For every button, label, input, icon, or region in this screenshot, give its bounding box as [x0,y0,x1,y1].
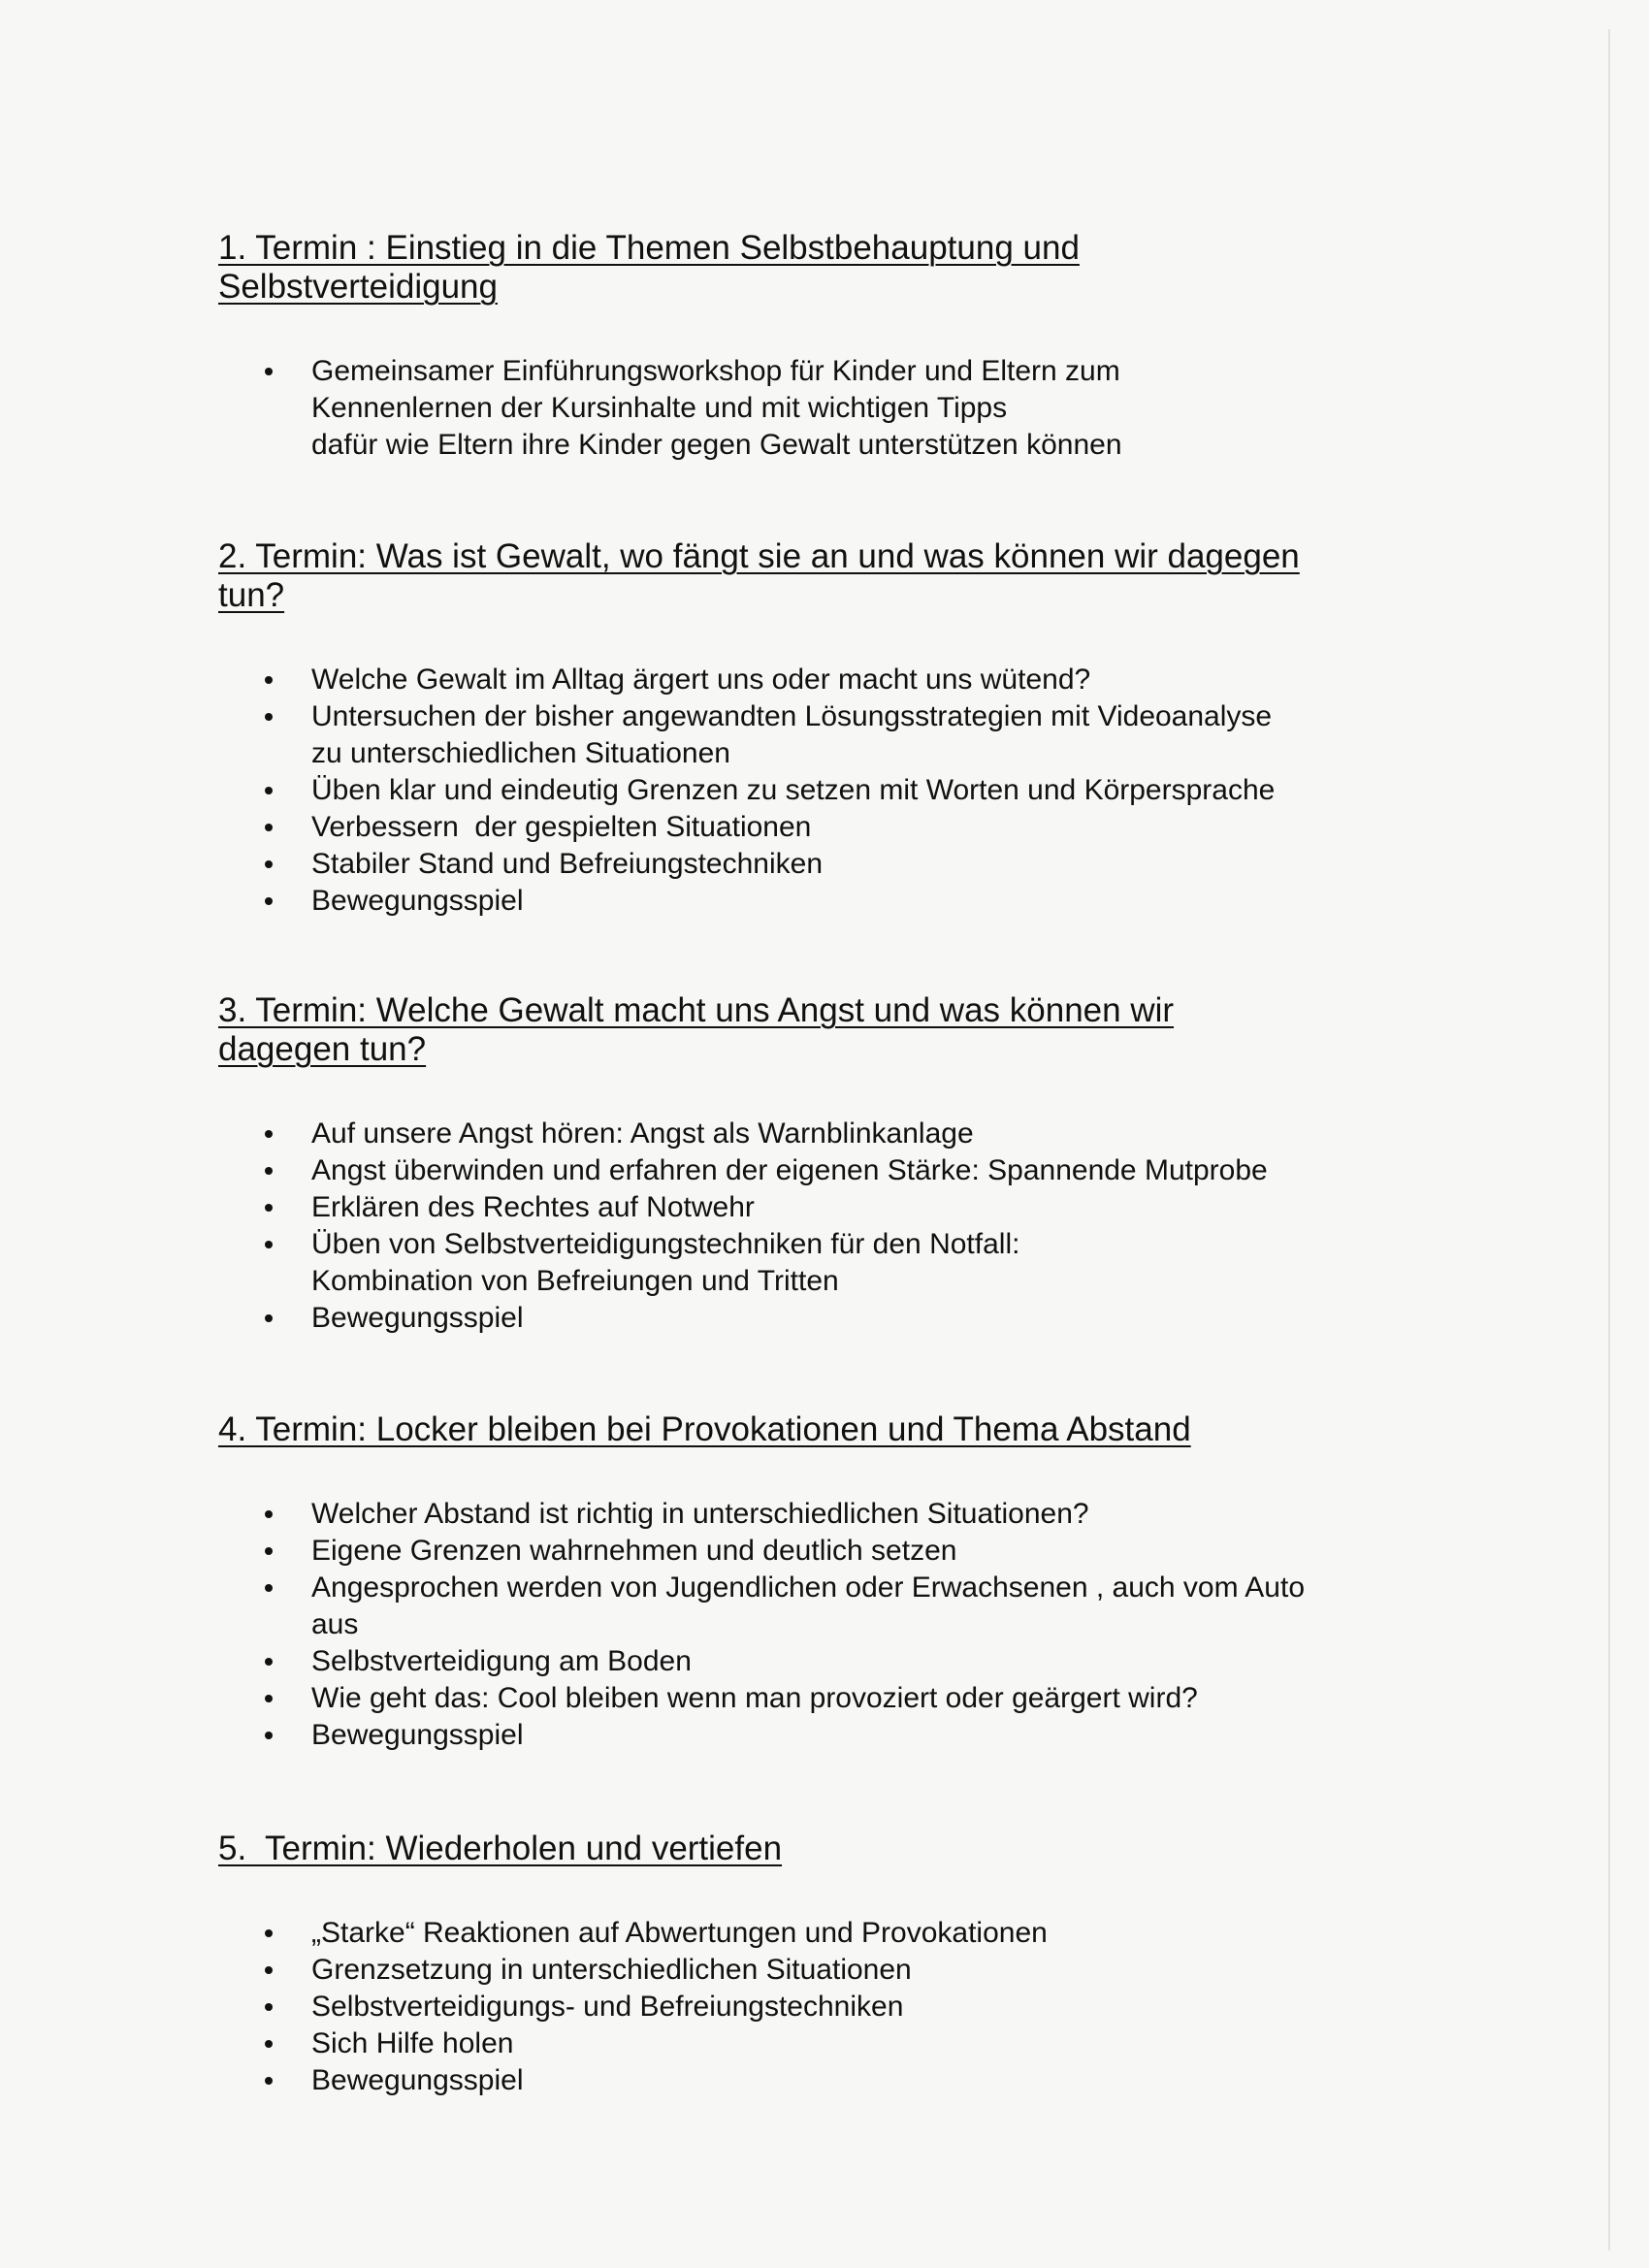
termin-section-1 [218,229,1411,464]
list-item [311,883,1411,920]
list-item-line: aus [311,1608,359,1640]
termin-heading-1 [218,229,1411,307]
list-item-line: Bewegungsspiel [311,885,524,917]
list-item [311,698,1411,772]
list-item [311,1643,1411,1680]
list-item-line: Üben klar und eindeutig Grenzen zu setzen mit Worten und Körpersprache [311,774,1276,806]
list-item-line: Angst überwinden und erfahren der eigenen Stärke: Spannende Mutprobe [311,1154,1268,1186]
list-item [311,1189,1411,1226]
list-item [311,1496,1411,1533]
list-item-line: Bewegungsspiel [311,1302,524,1334]
termin-section-4 [218,1410,1411,1754]
heading-line: Selbstverteidigung [218,268,498,306]
list-item-line: Sich Hilfe holen [311,2027,514,2059]
heading-line: 4. Termin: Locker bleiben bei Provokationen und Thema Abstand [218,1410,1191,1448]
list-item-line: Angesprochen werden von Jugendlichen oder Erwachsenen , auch vom Auto [311,1571,1305,1604]
list-item [311,1533,1411,1570]
list-item [311,662,1411,698]
termin-item-list [218,662,1411,920]
heading-line: dagegen tun? [218,1030,427,1068]
termin-section-2 [218,537,1411,920]
list-item-line: Wie geht das: Cool bleiben wenn man provoziert oder geärgert wird? [311,1682,1198,1714]
heading-line: 2. Termin: Was ist Gewalt, wo fängt sie an und was können wir dagegen [218,537,1300,575]
termin-section-5 [218,1830,1411,2099]
termin-item-list [218,1496,1411,1754]
list-item-line: Üben von Selbstverteidigungstechniken für den Notfall: [311,1228,1020,1260]
list-item [311,1952,1411,1989]
list-item [311,1300,1411,1337]
list-item-line: Welcher Abstand ist richtig in unterschiedlichen Situationen? [311,1498,1089,1530]
list-item [311,1226,1411,1300]
termin-heading-4 [218,1410,1411,1449]
list-item-line: Selbstverteidigungs- und Befreiungstechniken [311,1991,904,2023]
termin-heading-5 [218,1830,1411,1868]
scan-edge [1608,29,1610,2251]
heading-line: 5. Termin: Wiederholen und vertiefen [218,1830,783,1867]
list-item-line: Kombination von Befreiungen und Tritten [311,1265,839,1297]
list-item [311,2025,1411,2062]
list-item [311,1915,1411,1952]
termin-heading-2 [218,537,1411,615]
list-item [311,1152,1411,1189]
list-item [311,1680,1411,1717]
list-item-line: Bewegungsspiel [311,1719,524,1751]
list-item-line: Verbessern der gespielten Situationen [311,811,812,843]
termin-item-list [218,1116,1411,1337]
heading-line: 3. Termin: Welche Gewalt macht uns Angst und was können wir [218,991,1175,1029]
list-item-line: Kennenlernen der Kursinhalte und mit wichtigen Tipps [311,392,1008,424]
list-item [311,1570,1411,1643]
list-item-line: dafür wie Eltern ihre Kinder gegen Gewalt unterstützen können [311,429,1122,461]
list-item [311,846,1411,883]
list-item-line: Welche Gewalt im Alltag ärgert uns oder macht uns wütend? [311,664,1091,696]
list-item-line: Stabiler Stand und Befreiungstechniken [311,848,824,880]
list-item-line: zu unterschiedlichen Situationen [311,737,730,769]
termin-item-list [218,1915,1411,2099]
list-item-line: Untersuchen der bisher angewandten Lösungsstrategien mit Videoanalyse [311,700,1273,732]
list-item [311,2062,1411,2099]
list-item-line: Eigene Grenzen wahrnehmen und deutlich setzen [311,1535,957,1567]
termin-section-3 [218,991,1411,1337]
list-item-line: Bewegungsspiel [311,2064,524,2096]
list-item-line: Grenzsetzung in unterschiedlichen Situationen [311,1954,912,1986]
list-item-line: Auf unsere Angst hören: Angst als Warnblinkanlage [311,1118,974,1150]
list-item-line: „Starke“ Reaktionen auf Abwertungen und Provokationen [311,1917,1048,1949]
list-item [311,1116,1411,1152]
termin-heading-3 [218,991,1411,1069]
list-item [311,353,1411,464]
termin-item-list [218,353,1411,464]
list-item [311,809,1411,846]
list-item [311,1989,1411,2025]
heading-line: 1. Termin : Einstieg in die Themen Selbstbehauptung und [218,229,1080,267]
document-content [218,229,1411,2169]
list-item-line: Selbstverteidigung am Boden [311,1645,692,1677]
heading-line: tun? [218,576,285,614]
list-item [311,772,1411,809]
list-item [311,1717,1411,1754]
list-item-line: Gemeinsamer Einführungsworkshop für Kinder und Eltern zum [311,355,1120,387]
list-item-line: Erklären des Rechtes auf Notwehr [311,1191,755,1223]
